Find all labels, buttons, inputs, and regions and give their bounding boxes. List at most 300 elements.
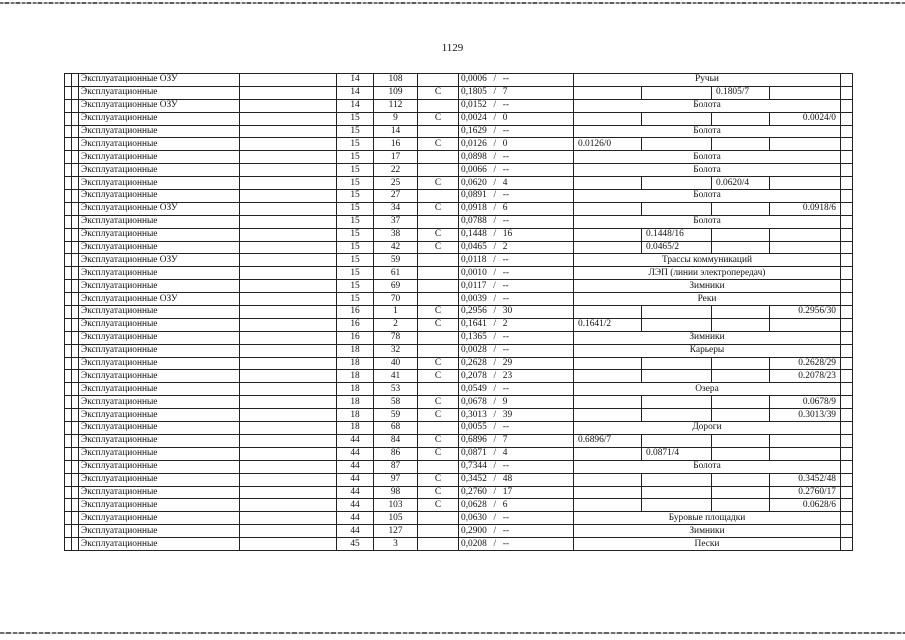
empty-cell (240, 267, 337, 280)
subcolumn-value-cell: 0.0918/6 (770, 202, 841, 215)
quarter-cell: 18 (337, 383, 374, 396)
plot-number-cell: 78 (374, 331, 418, 344)
slash-separator: / (493, 396, 497, 407)
land-category-cell: Эксплуатационные (79, 383, 240, 396)
area-value: 0,0465 (461, 242, 487, 253)
area-suffix: -- (502, 345, 510, 356)
class-cell: С (418, 357, 459, 370)
plot-number-cell: 22 (374, 164, 418, 177)
subcolumn-empty-cell (574, 370, 642, 383)
land-category-cell: Эксплуатационные ОЗУ (79, 254, 240, 267)
plot-number-cell: 86 (374, 447, 418, 460)
table-row (65, 434, 853, 447)
row-margin-cell (72, 164, 79, 177)
row-end-cell (841, 409, 853, 422)
class-cell (418, 525, 459, 538)
row-margin-cell (65, 318, 72, 331)
subcolumn-empty-cell (574, 473, 642, 486)
area-suffix: 0 (502, 113, 508, 124)
area-value-cell (459, 460, 574, 473)
row-margin-cell (72, 396, 79, 409)
land-category-cell: Эксплуатационные (79, 125, 240, 138)
area-value: 0,0152 (461, 100, 487, 111)
empty-cell (240, 280, 337, 293)
subcolumn-empty-cell (574, 396, 642, 409)
area-suffix: -- (502, 190, 510, 201)
area-value: 0,0006 (461, 74, 487, 85)
row-margin-cell (72, 331, 79, 344)
table-row (65, 280, 853, 293)
land-use-note-cell: Зимники (574, 525, 841, 538)
class-cell (418, 512, 459, 525)
row-end-cell (841, 215, 853, 228)
row-margin-cell (65, 460, 72, 473)
class-cell (418, 422, 459, 435)
area-value-cell (459, 499, 574, 512)
subcolumn-empty-cell (770, 138, 841, 151)
area-suffix: -- (502, 422, 510, 433)
row-margin-cell (72, 267, 79, 280)
class-cell (418, 99, 459, 112)
area-value: 0,3013 (461, 409, 487, 420)
subcolumn-empty-cell (712, 370, 770, 383)
area-value: 0,0028 (461, 345, 487, 356)
class-cell (418, 254, 459, 267)
plot-number-cell: 14 (374, 125, 418, 138)
quarter-cell: 14 (337, 74, 374, 87)
subcolumn-empty-cell (574, 86, 642, 99)
row-end-cell (841, 190, 853, 203)
table-row (65, 331, 853, 344)
slash-separator: / (493, 448, 497, 459)
row-end-cell (841, 447, 853, 460)
class-cell: С (418, 473, 459, 486)
plot-number-cell: 127 (374, 525, 418, 538)
slash-separator: / (493, 267, 497, 278)
area-value: 0,6896 (461, 435, 487, 446)
land-category-cell: Эксплуатационные (79, 228, 240, 241)
land-use-note-cell: Дороги (574, 422, 841, 435)
row-margin-cell (65, 383, 72, 396)
table-row (65, 215, 853, 228)
area-suffix: 4 (502, 177, 508, 188)
quarter-cell: 15 (337, 280, 374, 293)
row-end-cell (841, 125, 853, 138)
table-row (65, 512, 853, 525)
class-cell: С (418, 86, 459, 99)
plot-number-cell: 40 (374, 357, 418, 370)
table-row (65, 396, 853, 409)
area-value: 0,0891 (461, 190, 487, 201)
empty-cell (240, 486, 337, 499)
area-value: 0,0010 (461, 267, 487, 278)
row-margin-cell (72, 512, 79, 525)
row-margin-cell (72, 228, 79, 241)
subcolumn-value-cell: 0.3452/48 (770, 473, 841, 486)
plot-number-cell: 17 (374, 151, 418, 164)
row-margin-cell (65, 409, 72, 422)
subcolumn-empty-cell (642, 409, 712, 422)
row-margin-cell (65, 525, 72, 538)
area-value-cell (459, 538, 574, 551)
row-margin-cell (65, 86, 72, 99)
row-end-cell (841, 370, 853, 383)
land-category-cell: Эксплуатационные ОЗУ (79, 202, 240, 215)
area-suffix: -- (502, 293, 510, 304)
table-row (65, 473, 853, 486)
quarter-cell: 15 (337, 190, 374, 203)
area-suffix: 29 (502, 358, 513, 369)
area-suffix: -- (502, 267, 510, 278)
plot-number-cell: 68 (374, 422, 418, 435)
subcolumn-empty-cell (712, 306, 770, 319)
plot-number-cell: 27 (374, 190, 418, 203)
row-margin-cell (72, 112, 79, 125)
empty-cell (240, 125, 337, 138)
table-row (65, 460, 853, 473)
quarter-cell: 15 (337, 125, 374, 138)
row-end-cell (841, 280, 853, 293)
subcolumn-empty-cell (712, 447, 770, 460)
area-value-cell (459, 125, 574, 138)
plot-number-cell: 59 (374, 254, 418, 267)
subcolumn-value-cell: 0.1805/7 (712, 86, 770, 99)
subcolumn-empty-cell (770, 434, 841, 447)
empty-cell (240, 241, 337, 254)
row-end-cell (841, 112, 853, 125)
class-cell: С (418, 241, 459, 254)
row-end-cell (841, 422, 853, 435)
row-end-cell (841, 202, 853, 215)
row-margin-cell (65, 138, 72, 151)
slash-separator: / (493, 74, 497, 85)
row-end-cell (841, 254, 853, 267)
land-use-note-cell: Болота (574, 164, 841, 177)
land-use-note-cell: Зимники (574, 331, 841, 344)
quarter-cell: 18 (337, 422, 374, 435)
quarter-cell: 15 (337, 293, 374, 306)
row-margin-cell (65, 306, 72, 319)
subcolumn-empty-cell (574, 241, 642, 254)
row-end-cell (841, 267, 853, 280)
row-margin-cell (72, 344, 79, 357)
slash-separator: / (493, 306, 497, 317)
row-margin-cell (65, 357, 72, 370)
area-value: 0,2628 (461, 358, 487, 369)
class-cell (418, 190, 459, 203)
land-category-cell: Эксплуатационные (79, 164, 240, 177)
land-use-note-cell: Карьеры (574, 344, 841, 357)
area-value-cell (459, 434, 574, 447)
land-use-note-cell: Трассы коммуникаций (574, 254, 841, 267)
area-value-cell (459, 215, 574, 228)
subcolumn-empty-cell (712, 409, 770, 422)
table-row (65, 409, 853, 422)
area-value: 0,0055 (461, 422, 487, 433)
plot-number-cell: 109 (374, 86, 418, 99)
row-margin-cell (65, 254, 72, 267)
plot-number-cell: 1 (374, 306, 418, 319)
empty-cell (240, 357, 337, 370)
row-margin-cell (72, 125, 79, 138)
table-row (65, 538, 853, 551)
subcolumn-empty-cell (770, 177, 841, 190)
land-category-cell: Эксплуатационные (79, 344, 240, 357)
plot-number-cell: 34 (374, 202, 418, 215)
slash-separator: / (493, 203, 497, 214)
quarter-cell: 16 (337, 306, 374, 319)
land-category-cell: Эксплуатационные (79, 422, 240, 435)
row-margin-cell (72, 357, 79, 370)
plot-number-cell: 61 (374, 267, 418, 280)
plot-number-cell: 53 (374, 383, 418, 396)
quarter-cell: 44 (337, 460, 374, 473)
row-margin-cell (72, 434, 79, 447)
class-cell (418, 331, 459, 344)
class-cell: С (418, 177, 459, 190)
quarter-cell: 44 (337, 486, 374, 499)
row-margin-cell (72, 460, 79, 473)
table-row (65, 525, 853, 538)
subcolumn-value-cell: 0.1641/2 (574, 318, 642, 331)
subcolumn-empty-cell (712, 138, 770, 151)
land-category-cell: Эксплуатационные (79, 525, 240, 538)
empty-cell (240, 306, 337, 319)
area-suffix: -- (502, 151, 510, 162)
quarter-cell: 15 (337, 228, 374, 241)
row-margin-cell (65, 486, 72, 499)
row-margin-cell (72, 74, 79, 87)
plot-number-cell: 9 (374, 112, 418, 125)
area-suffix: 23 (502, 370, 513, 381)
area-value-cell (459, 486, 574, 499)
slash-separator: / (493, 525, 497, 536)
land-use-note-cell: Болота (574, 99, 841, 112)
class-cell (418, 74, 459, 87)
land-category-cell: Эксплуатационные (79, 267, 240, 280)
row-margin-cell (72, 499, 79, 512)
area-suffix: 2 (502, 319, 508, 330)
row-margin-cell (65, 538, 72, 551)
area-value: 0,0024 (461, 113, 487, 124)
empty-cell (240, 499, 337, 512)
slash-separator: / (493, 113, 497, 124)
row-margin-cell (65, 164, 72, 177)
row-margin-cell (72, 86, 79, 99)
area-value: 0,0871 (461, 448, 487, 459)
empty-cell (240, 383, 337, 396)
area-value-cell (459, 151, 574, 164)
table-row (65, 138, 853, 151)
slash-separator: / (493, 229, 497, 240)
area-value-cell (459, 396, 574, 409)
row-margin-cell (65, 447, 72, 460)
table-row (65, 383, 853, 396)
area-suffix: -- (502, 280, 509, 291)
table-row (65, 86, 853, 99)
table-row (65, 190, 853, 203)
land-use-note-cell: Болота (574, 125, 841, 138)
slash-separator: / (493, 461, 497, 472)
table-body (65, 74, 853, 551)
row-end-cell (841, 228, 853, 241)
land-use-note-cell: Реки (574, 293, 841, 306)
quarter-cell: 44 (337, 499, 374, 512)
quarter-cell: 18 (337, 409, 374, 422)
subcolumn-empty-cell (642, 306, 712, 319)
table-row (65, 306, 853, 319)
class-cell (418, 538, 459, 551)
empty-cell (240, 460, 337, 473)
subcolumn-empty-cell (574, 177, 642, 190)
slash-separator: / (493, 280, 496, 291)
row-margin-cell (72, 473, 79, 486)
row-margin-cell (65, 344, 72, 357)
slash-separator: / (493, 293, 497, 304)
subcolumn-empty-cell (642, 202, 712, 215)
subcolumn-empty-cell (642, 318, 712, 331)
land-category-cell: Эксплуатационные (79, 512, 240, 525)
row-end-cell (841, 318, 853, 331)
area-suffix: -- (502, 216, 510, 227)
table-row (65, 267, 853, 280)
subcolumn-empty-cell (770, 318, 841, 331)
empty-cell (240, 447, 337, 460)
plot-number-cell: 38 (374, 228, 418, 241)
row-margin-cell (72, 306, 79, 319)
subcolumn-value-cell: 0.0620/4 (712, 177, 770, 190)
empty-cell (240, 331, 337, 344)
land-category-cell: Эксплуатационные (79, 538, 240, 551)
empty-cell (240, 318, 337, 331)
table-row (65, 293, 853, 306)
table-row (65, 241, 853, 254)
area-suffix: 7 (502, 435, 508, 446)
subcolumn-empty-cell (712, 499, 770, 512)
class-cell (418, 164, 459, 177)
row-end-cell (841, 177, 853, 190)
plot-number-cell: 41 (374, 370, 418, 383)
table-row (65, 112, 853, 125)
table-row (65, 202, 853, 215)
empty-cell (240, 538, 337, 551)
area-value-cell (459, 228, 574, 241)
slash-separator: / (493, 87, 497, 98)
plot-number-cell: 25 (374, 177, 418, 190)
row-margin-cell (65, 112, 72, 125)
quarter-cell: 16 (337, 331, 374, 344)
quarter-cell: 44 (337, 434, 374, 447)
table-row (65, 447, 853, 460)
subcolumn-empty-cell (712, 486, 770, 499)
area-value-cell (459, 344, 574, 357)
table-row (65, 74, 853, 87)
area-value: 0,2760 (461, 486, 487, 497)
subcolumn-empty-cell (642, 112, 712, 125)
subcolumn-empty-cell (642, 138, 712, 151)
table-row (65, 344, 853, 357)
row-margin-cell (72, 486, 79, 499)
subcolumn-empty-cell (770, 86, 841, 99)
slash-separator: / (493, 409, 497, 420)
slash-separator: / (493, 538, 497, 549)
class-cell: С (418, 112, 459, 125)
land-use-note-cell: Ручьи (574, 74, 841, 87)
land-use-note-cell: Зимники (574, 280, 841, 293)
quarter-cell: 15 (337, 241, 374, 254)
area-value: 0,0549 (461, 383, 487, 394)
area-suffix: -- (502, 254, 509, 265)
land-category-cell: Эксплуатационные ОЗУ (79, 74, 240, 87)
subcolumn-empty-cell (574, 228, 642, 241)
row-margin-cell (72, 538, 79, 551)
land-category-cell: Эксплуатационные (79, 434, 240, 447)
row-margin-cell (72, 525, 79, 538)
slash-separator: / (493, 435, 497, 446)
subcolumn-value-cell: 0.0628/6 (770, 499, 841, 512)
area-suffix: -- (502, 525, 510, 536)
area-value: 0,0117 (461, 280, 487, 291)
table-row (65, 177, 853, 190)
page-number: 1129 (441, 42, 464, 54)
land-category-cell: Эксплуатационные (79, 280, 240, 293)
empty-cell (240, 254, 337, 267)
row-margin-cell (72, 370, 79, 383)
area-value-cell (459, 383, 574, 396)
plot-number-cell: 2 (374, 318, 418, 331)
area-value-cell (459, 331, 574, 344)
slash-separator: / (493, 345, 497, 356)
subcolumn-value-cell: 0.6896/7 (574, 434, 642, 447)
row-end-cell (841, 138, 853, 151)
slash-separator: / (493, 216, 497, 227)
subcolumn-empty-cell (770, 228, 841, 241)
empty-cell (240, 112, 337, 125)
area-value-cell (459, 74, 574, 87)
plot-number-cell: 32 (374, 344, 418, 357)
row-margin-cell (72, 254, 79, 267)
subcolumn-empty-cell (712, 228, 770, 241)
land-category-cell: Эксплуатационные (79, 357, 240, 370)
subcolumn-value-cell: 0.2956/30 (770, 306, 841, 319)
row-end-cell (841, 499, 853, 512)
area-value-cell (459, 293, 574, 306)
land-use-note-cell: Болота (574, 190, 841, 203)
row-margin-cell (65, 396, 72, 409)
row-margin-cell (65, 151, 72, 164)
area-value-cell (459, 164, 574, 177)
table-row (65, 370, 853, 383)
class-cell: С (418, 486, 459, 499)
land-use-note-cell: Озера (574, 383, 841, 396)
area-value: 0,2956 (461, 306, 487, 317)
slash-separator: / (493, 254, 496, 265)
area-value-cell (459, 86, 574, 99)
area-suffix: -- (502, 74, 510, 85)
land-category-cell: Эксплуатационные ОЗУ (79, 99, 240, 112)
area-value: 0,3452 (461, 474, 487, 485)
area-value-cell (459, 202, 574, 215)
plot-number-cell: 37 (374, 215, 418, 228)
empty-cell (240, 396, 337, 409)
row-margin-cell (72, 151, 79, 164)
plot-number-cell: 16 (374, 138, 418, 151)
row-end-cell (841, 99, 853, 112)
row-end-cell (841, 151, 853, 164)
row-margin-cell (72, 447, 79, 460)
area-value: 0,0118 (461, 254, 487, 265)
subcolumn-value-cell: 0.2078/23 (770, 370, 841, 383)
